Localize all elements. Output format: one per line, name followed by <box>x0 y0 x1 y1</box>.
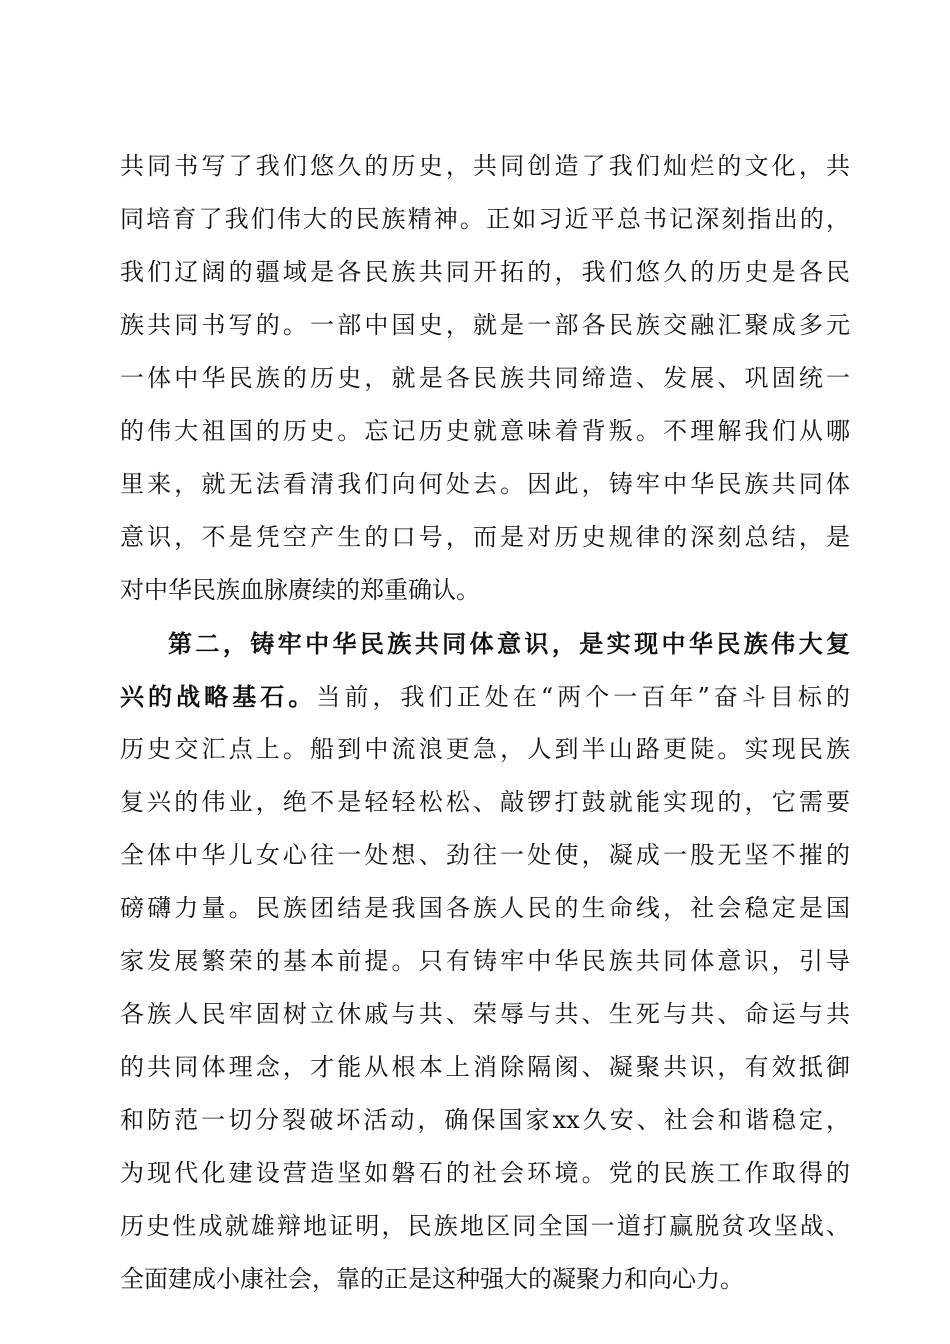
paragraph-history <box>120 140 850 617</box>
text-line: 磅礴力量。民族团结是我国各族人民的生命线，社会稳定是国 <box>120 894 850 922</box>
paragraph-strategic-foundation <box>120 617 850 1306</box>
text-line: 全体中华儿女心往一处想、劲往一处使，凝成一股无坚不摧的 <box>120 841 850 869</box>
text-line: 历史交汇点上。船到中流浪更急，人到半山路更陡。实现民族 <box>120 735 850 763</box>
text-line: 里来，就无法看清我们向何处去。因此，铸牢中华民族共同体 <box>120 470 850 498</box>
document-body <box>120 140 850 1306</box>
text-line: 族共同书写的。一部中国史，就是一部各民族交融汇聚成多元 <box>120 311 850 339</box>
text-line: 的伟大祖国的历史。忘记历史就意味着背叛。不理解我们从哪 <box>120 417 850 445</box>
text-line: 家发展繁荣的基本前提。只有铸牢中华民族共同体意识，引导 <box>120 947 850 975</box>
text-line: 一体中华民族的历史，就是各民族共同缔造、发展、巩固统一 <box>120 364 850 392</box>
text-line: 的共同体理念，才能从根本上消除隔阂、凝聚共识，有效抵御 <box>120 1053 850 1081</box>
section-heading-tail: 兴的战略基石。 <box>120 682 317 711</box>
text-line: 和防范一切分裂破坏活动，确保国家xx久安、社会和谐稳定， <box>120 1106 850 1134</box>
text-line: 同培育了我们伟大的民族精神。正如习近平总书记深刻指出的， <box>120 205 850 233</box>
section-heading-line: 第二，铸牢中华民族共同体意识，是实现中华民族伟大复 <box>168 629 850 658</box>
text-line: 全面建成小康社会，靠的正是这种强大的凝聚力和向心力。 <box>120 1265 744 1293</box>
text-line: 复兴的伟业，绝不是轻轻松松、敲锣打鼓就能实现的，它需要 <box>120 788 850 816</box>
text-line <box>120 670 850 723</box>
text-line: 意识，不是凭空产生的口号，而是对历史规律的深刻总结，是 <box>120 523 850 551</box>
text-segment: 当前，我们正处在“两个一百年”奋斗目标的 <box>316 683 850 711</box>
text-line: 各族人民牢固树立休戚与共、荣辱与共、生死与共、命运与共 <box>120 1000 850 1028</box>
text-line: 历史性成就雄辩地证明，民族地区同全国一道打赢脱贫攻坚战、 <box>120 1212 850 1240</box>
text-line: 为现代化建设营造坚如磐石的社会环境。党的民族工作取得的 <box>120 1159 850 1187</box>
text-line: 共同书写了我们悠久的历史，共同创造了我们灿烂的文化，共 <box>120 152 850 180</box>
text-line: 对中华民族血脉赓续的郑重确认。 <box>120 576 480 604</box>
text-line: 我们辽阔的疆域是各民族共同开拓的，我们悠久的历史是各民 <box>120 258 850 286</box>
